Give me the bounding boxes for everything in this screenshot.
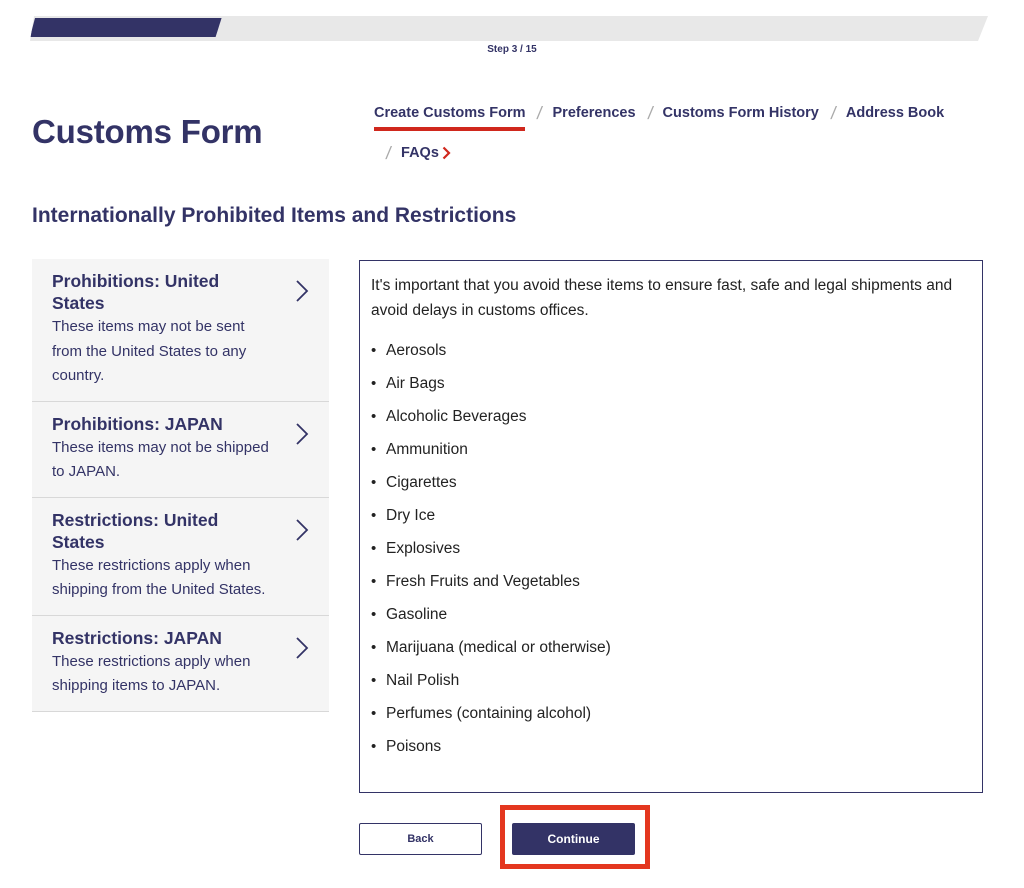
list-item: • Alcoholic Beverages bbox=[371, 400, 970, 433]
accordion-description: These items may not be shipped to JAPAN. bbox=[52, 438, 269, 480]
accordion-description: These restrictions apply when shipping items to JAPAN. bbox=[52, 652, 251, 694]
list-item: • Cigarettes bbox=[371, 466, 970, 499]
accordion-title: Restrictions: United States bbox=[52, 509, 219, 552]
panel-intro: It's important that you avoid these items to ensure fast, safe and legal shipments and avoid delays in customs offices. bbox=[371, 277, 953, 319]
accordion-title: Prohibitions: JAPAN bbox=[52, 413, 223, 434]
list-item: • Air Bags bbox=[371, 367, 970, 400]
accordion-item-restrictions-japan[interactable] bbox=[32, 616, 329, 712]
progress-bar-fill bbox=[30, 18, 222, 37]
nav-separator: / bbox=[536, 102, 544, 123]
chevron-right-icon bbox=[295, 279, 309, 303]
chevron-right-icon bbox=[442, 146, 451, 160]
list-item: • Fresh Fruits and Vegetables bbox=[371, 565, 970, 598]
prohibited-items-panel bbox=[359, 260, 983, 793]
accordion-title: Prohibitions: United States bbox=[52, 271, 220, 313]
nav-faqs-label: FAQs bbox=[401, 145, 439, 161]
list-item: • Aerosols bbox=[371, 334, 970, 367]
continue-button[interactable]: Continue bbox=[512, 823, 635, 855]
nav-separator: / bbox=[384, 142, 393, 163]
accordion-item-prohibitions-us[interactable] bbox=[32, 259, 329, 402]
accordion-description: These items may not be sent from the United States to any country. bbox=[52, 318, 247, 384]
nav-faqs[interactable] bbox=[401, 145, 451, 161]
nav-create-customs-form[interactable]: Create Customs Form bbox=[374, 105, 526, 121]
section-heading: Internationally Prohibited Items and Restrictions bbox=[32, 204, 517, 227]
accordion-title: Restrictions: JAPAN bbox=[52, 627, 222, 648]
accordion-item-restrictions-us[interactable] bbox=[32, 498, 329, 616]
accordion-description: These restrictions apply when shipping from the United States. bbox=[52, 556, 266, 598]
list-item: • Explosives bbox=[371, 532, 970, 565]
accordion-item-prohibitions-japan[interactable] bbox=[32, 402, 329, 498]
back-button[interactable]: Back bbox=[359, 823, 482, 855]
list-item: • Perfumes (containing alcohol) bbox=[371, 697, 970, 730]
list-item: • Ammunition bbox=[371, 433, 970, 466]
nav-address-book[interactable]: Address Book bbox=[845, 105, 945, 121]
chevron-right-icon bbox=[295, 518, 309, 542]
prohibited-items-list bbox=[371, 334, 970, 763]
nav-separator: / bbox=[646, 102, 655, 123]
list-item: • Nail Polish bbox=[371, 664, 970, 697]
restrictions-accordion bbox=[32, 259, 329, 712]
progress-bar bbox=[30, 16, 988, 41]
list-item: • Gasoline bbox=[371, 598, 970, 631]
nav-separator: / bbox=[829, 102, 838, 123]
list-item: • Marijuana (medical or otherwise) bbox=[371, 631, 970, 664]
list-item: • Poisons bbox=[371, 730, 970, 763]
page-title: Customs Form bbox=[32, 113, 263, 150]
nav-preferences[interactable]: Preferences bbox=[552, 105, 636, 121]
customs-nav bbox=[374, 103, 994, 163]
list-item: • Dry Ice bbox=[371, 499, 970, 532]
chevron-right-icon bbox=[295, 422, 309, 446]
chevron-right-icon bbox=[295, 636, 309, 660]
step-indicator: Step 3 / 15 bbox=[487, 44, 537, 55]
nav-customs-form-history[interactable]: Customs Form History bbox=[662, 105, 819, 121]
